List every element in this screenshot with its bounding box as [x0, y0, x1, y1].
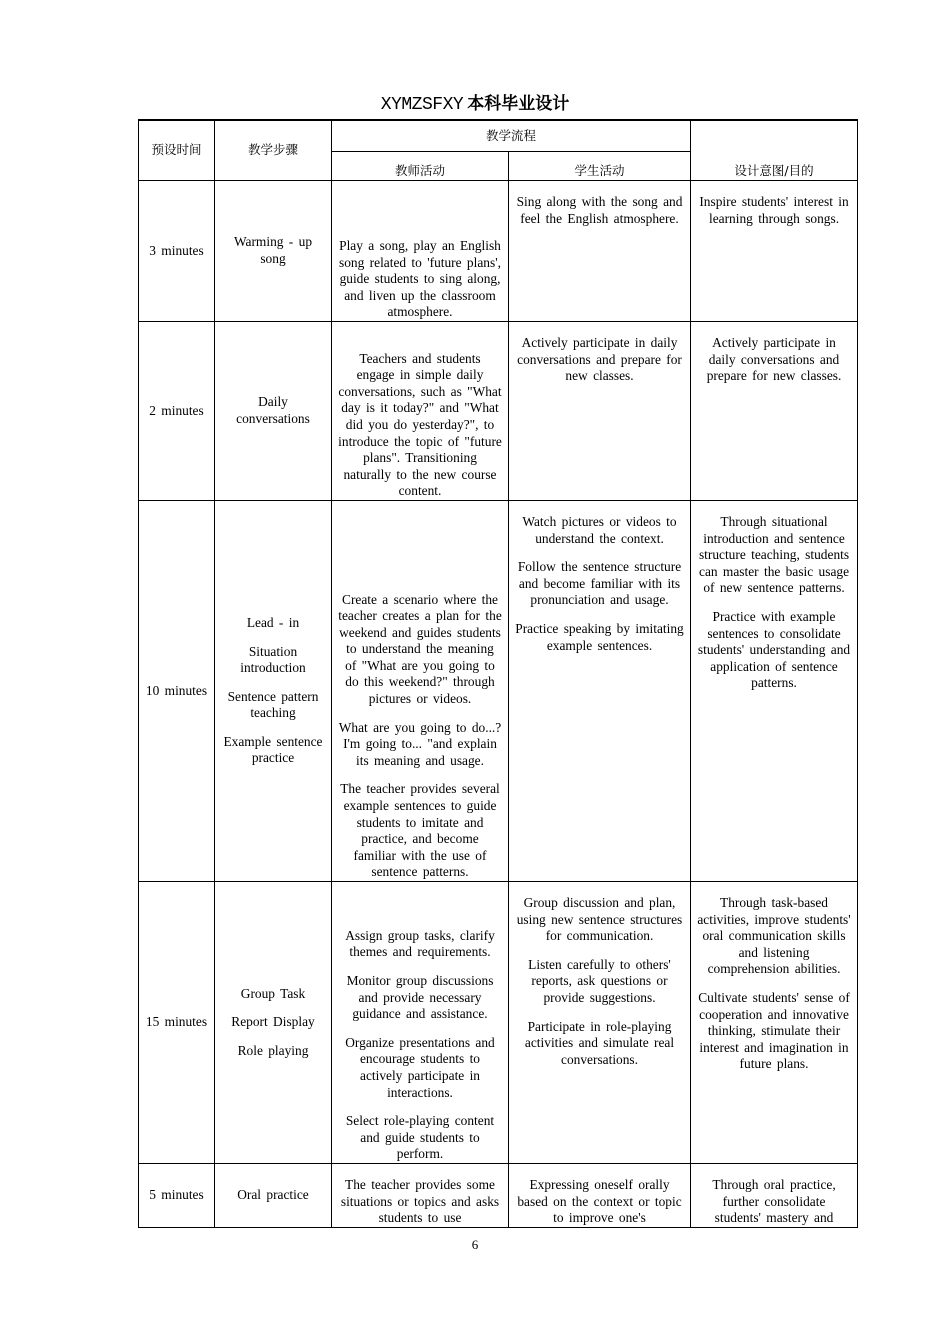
table-header-row-1 [139, 121, 858, 152]
student-cell [509, 882, 691, 1164]
student-cell [509, 1164, 691, 1228]
student-paragraph: Follow the sentence structure and become familiar with its pronunciation and usage. [517, 559, 682, 608]
student-paragraph: Participate in role-playing activities and simulate real conversations. [524, 1018, 675, 1067]
table-row [139, 882, 858, 1164]
header-code: XYMZSFXY [380, 95, 464, 115]
teacher-paragraph: Teachers and students engage in simple daily conversations, such as "What day is it today?" and "What did you do yesterday?", to introduce the topic of "future plans". Transitioning naturally to the new course content. [338, 350, 502, 499]
student-cell [509, 322, 691, 501]
step-paragraph: Example sentence practice [223, 733, 323, 766]
teacher-paragraph: Create a scenario where the teacher creates a plan for the weekend and guides students to understand the meaning of "What are you going to do this weekend?" through pictures or videos. [338, 591, 502, 707]
step-cell [215, 181, 332, 322]
teacher-paragraph: Assign group tasks, clarify themes and requirements. [345, 927, 495, 960]
purpose-paragraph: Actively participate in daily conversations and prepare for new classes. [706, 335, 842, 384]
header-time: 预设时间 [139, 121, 215, 181]
table-row [139, 1164, 858, 1228]
teacher-paragraph: The teacher provides several example sentences to guide students to imitate and practice, and become familiar with the use of sentence patterns. [340, 781, 500, 880]
time-cell: 3 minutes [139, 181, 215, 322]
student-paragraph: Watch pictures or videos to understand the context. [522, 514, 677, 546]
purpose-cell [691, 882, 858, 1164]
table-row [139, 181, 858, 322]
header-purpose: 设计意图/目的 [691, 121, 858, 181]
purpose-cell [691, 501, 858, 882]
student-paragraph: Actively participate in daily conversations and prepare for new classes. [517, 335, 682, 384]
teacher-paragraph: Organize presentations and encourage students to actively participate in interactions. [345, 1034, 495, 1100]
step-cell [215, 322, 332, 501]
teacher-cell [332, 882, 509, 1164]
student-paragraph: Listen carefully to others' reports, ask questions or provide suggestions. [528, 956, 671, 1005]
header-process: 教学流程 [332, 121, 691, 152]
step-paragraph: Lead - in [246, 614, 300, 630]
teacher-cell [332, 1164, 509, 1228]
teacher-paragraph: Select role-playing content and guide students to perform. [345, 1113, 495, 1162]
teacher-paragraph: The teacher provides some situations or topics and asks students to use [340, 1177, 500, 1226]
step-paragraph: Daily conversations [236, 394, 310, 426]
time-cell: 2 minutes [139, 322, 215, 501]
step-paragraph: Oral practice [237, 1187, 309, 1203]
purpose-paragraph: Through oral practice, further consolidate students' mastery and [712, 1177, 836, 1226]
step-paragraph: Role playing [237, 1042, 309, 1058]
step-cell [215, 1164, 332, 1228]
student-paragraph: Expressing oneself orally based on the context or topic to improve one's [517, 1177, 682, 1226]
time-cell: 15 minutes [139, 882, 215, 1164]
step-paragraph: Report Display [231, 1014, 315, 1030]
header-title: 本科毕业设计 [467, 94, 570, 114]
header-step: 教学步骤 [215, 121, 332, 181]
purpose-paragraph: Through task-based activities, improve students' oral communication skills and listening comprehension abilities. [697, 895, 851, 977]
teacher-paragraph: Play a song, play an English song related to 'future plans', guide students to sing along, and liven up the classroom atmosphere. [339, 238, 501, 320]
step-paragraph: Sentence pattern teaching [227, 688, 319, 721]
purpose-paragraph: Inspire students' interest in learning through songs. [699, 194, 849, 226]
purpose-cell [691, 181, 858, 322]
student-paragraph: Group discussion and plan, using new sentence structures for communication. [516, 895, 683, 944]
student-cell [509, 501, 691, 882]
student-paragraph: Sing along with the song and feel the English atmosphere. [516, 194, 683, 226]
teacher-cell [332, 322, 509, 501]
step-cell [215, 882, 332, 1164]
page-header [0, 92, 950, 117]
table-row [139, 501, 858, 882]
teacher-cell [332, 181, 509, 322]
step-cell [215, 501, 332, 882]
student-cell [509, 181, 691, 322]
purpose-cell [691, 322, 858, 501]
purpose-paragraph: Through situational introduction and sentence structure teaching, students can master the basic usage of new sentence patterns. [698, 514, 850, 596]
page-number: 6 [471, 1237, 479, 1252]
purpose-cell [691, 1164, 858, 1228]
student-paragraph: Practice speaking by imitating example sentences. [515, 620, 684, 653]
step-paragraph: Group Task [240, 985, 306, 1001]
purpose-paragraph: Practice with example sentences to consolidate students' understanding and application of sentence patterns. [697, 608, 851, 691]
time-cell: 10 minutes [139, 501, 215, 882]
teacher-paragraph: What are you going to do...? I'm going to... "and explain its meaning and usage. [338, 719, 502, 768]
header-student: 学生活动 [509, 152, 691, 181]
lesson-plan-table [138, 120, 858, 1228]
purpose-paragraph: Cultivate students' sense of cooperation and innovative thinking, stimulate their interest and imagination in future plans. [698, 989, 850, 1072]
header-teacher: 教师活动 [332, 152, 509, 181]
table-row [139, 322, 858, 501]
time-cell: 5 minutes [139, 1164, 215, 1228]
teacher-paragraph: Monitor group discussions and provide necessary guidance and assistance. [346, 973, 494, 1022]
teacher-cell [332, 501, 509, 882]
step-paragraph: Situation introduction [240, 643, 306, 676]
step-paragraph: Warming - up song [233, 234, 313, 266]
